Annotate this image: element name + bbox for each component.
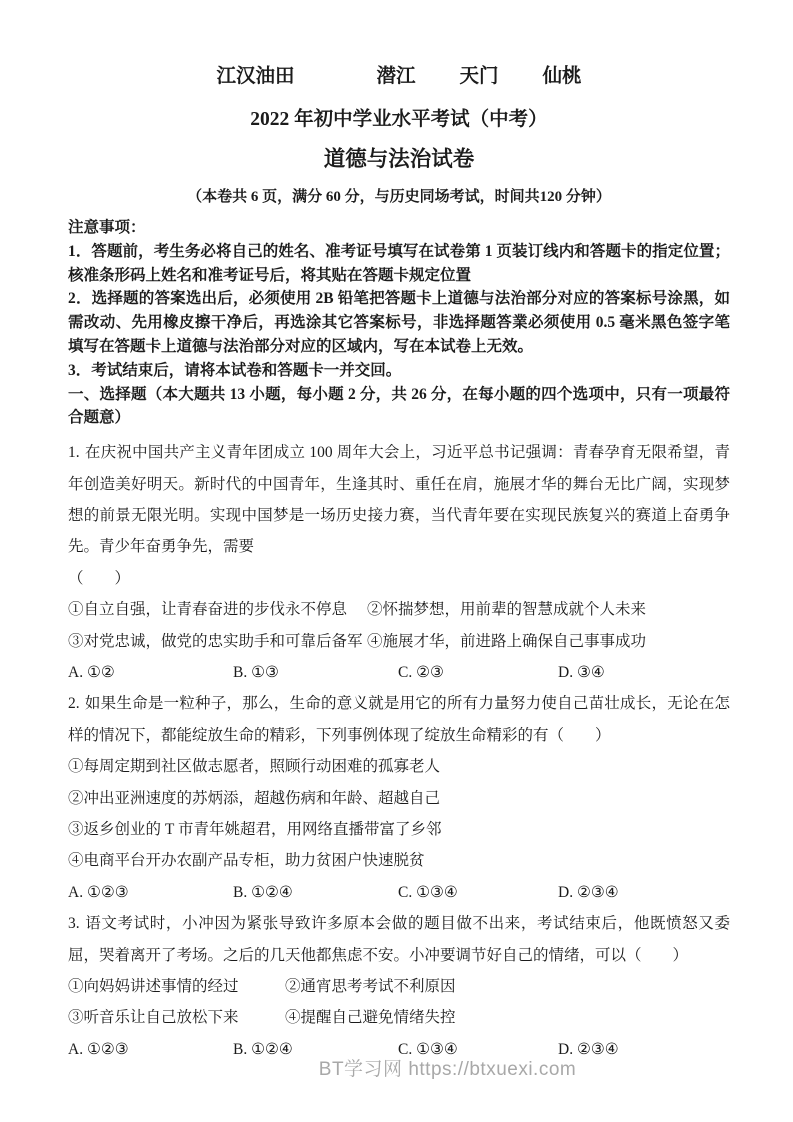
question-1-stem: 在庆祝中国共产主义青年团成立 100 周年大会上，习近平总书记强调：青春孕育无限希望，青年创造美好明天。新时代的中国青年，生逢其时、重任在肩，施展才华的舞台无比广阔，实现梦想的前景无限光明。实现中国梦是一场历史接力赛，当代青年要在实现民族复兴的赛道上奋勇争先。青少年奋勇争先，需要 — [68, 444, 730, 556]
question-3-statements — [68, 971, 730, 1034]
question-3-stem: 语文考试时，小冲因为紧张导致许多原本会做的题目做不出来，考试结束后，他既愤怒又委屈，哭着离开了考场。之后的几天他都焦虑不安。小冲要调节好自己的情绪，可以（ ） — [68, 915, 730, 964]
statement-item: ③听音乐让自己放松下来 — [68, 1009, 239, 1027]
statement-item: ①每周定期到社区做志愿者，照顾行动困难的孤寡老人 — [68, 758, 441, 776]
statement-item: ④电商平台开办农副产品专柜，助力贫困户快速脱贫 — [68, 852, 425, 870]
question-1-statements — [68, 594, 730, 657]
option-b: B. ①②④ — [233, 883, 293, 901]
notice-item-3: 3．考试结束后，请将本试卷和答题卡一并交回。 — [68, 361, 402, 379]
question-2 — [68, 688, 730, 908]
question-1-text — [68, 437, 730, 563]
statement-item: ④施展才华，前进路上确保自己事事成功 — [367, 632, 647, 650]
region-name-xiantao: 仙桃 — [542, 66, 582, 87]
option-a: A. ①② — [68, 664, 115, 682]
option-a: A. ①②③ — [68, 1040, 129, 1058]
question-2-text — [68, 688, 730, 751]
option-c: C. ①③④ — [398, 883, 458, 901]
paper-info-line: （本卷共 6 页，满分 60 分，与历史同场考试，时间共120 分钟） — [187, 189, 611, 205]
statement-item: ②通宵思考考试不利原因 — [285, 978, 456, 996]
option-d: D. ②③④ — [558, 883, 619, 901]
statement-item: ②冲出亚洲速度的苏炳添，超越伤病和年龄、超越自己 — [68, 789, 441, 807]
statement-item: ①自立自强，让青春奋进的步伐永不停息 — [68, 601, 348, 619]
question-2-number: 2. — [68, 695, 80, 713]
option-a: A. ①②③ — [68, 883, 129, 901]
statement-item: ②怀揣梦想，用前辈的智慧成就个人未来 — [367, 601, 647, 619]
paper-title: 道德与法治试卷 — [323, 147, 475, 171]
footer-site-link[interactable]: BT学习网 https://btxuexi.com — [318, 1059, 577, 1080]
region-name-tianmen: 天门 — [459, 66, 499, 87]
statement-item: ④提醒自己避免情绪失控 — [285, 1009, 456, 1027]
paper-header — [68, 64, 730, 208]
question-2-options — [68, 877, 730, 908]
notice-item-2: 2．选择题的答案选出后，必须使用 2B 铅笔把答题卡上道德与法治部分对应的答案标号涂黑，如需改动、先用橡皮擦干净后，再选涂其它答案标号，非选择题答業必须使用 0.5 毫米黑色签字笔填写在答题卡上道德与法治部分对应的区域内，写在本试卷上无效。 — [68, 290, 730, 355]
question-2-stem: 如果生命是一粒种子，那么，生命的意义就是用它的所有力量努力使自己苗壮成长，无论在怎样的情况下，都能绽放生命的精彩，下列事例体现了绽放生命精彩的有（ ） — [68, 695, 730, 744]
region-line — [68, 64, 730, 90]
question-3-number: 3. — [68, 915, 80, 933]
notice-item-1: 1．答题前，考生务必将自己的姓名、准考证号填写在试卷第 1 页装订线内和答题卡的指定位置；核准条形码上姓名和准考证号后，将其贴在答题卡规定位置 — [68, 242, 730, 284]
section-heading-multiple-choice: 一、选择题（本大题共 13 小题，每小题 2 分，共 26 分，在每小题的四个选项中，只有一项最符合题意） — [68, 385, 730, 427]
notice-section — [68, 216, 730, 383]
question-1 — [68, 437, 730, 688]
footer-watermark — [0, 1057, 793, 1083]
statement-item: ③对党忠诚，做党的忠实助手和可靠后备军 — [68, 632, 363, 650]
question-3 — [68, 908, 730, 1065]
option-c: C. ①③④ — [398, 1040, 458, 1058]
questions-block — [68, 437, 730, 1065]
option-b: B. ①③ — [233, 664, 279, 682]
option-b: B. ①②④ — [233, 1040, 293, 1058]
notice-title: 注意事项： — [68, 219, 146, 236]
question-1-number: 1. — [68, 444, 80, 462]
exam-title: 2022 年初中学业水平考试（中考） — [250, 109, 548, 130]
option-d: D. ②③④ — [558, 1040, 619, 1058]
question-2-statements — [68, 751, 730, 877]
statement-item: ③返乡创业的 T 市青年姚超君，用网络直播带富了乡邻 — [68, 821, 442, 839]
option-d: D. ③④ — [558, 664, 605, 682]
question-3-text — [68, 908, 730, 971]
option-c: C. ②③ — [398, 664, 444, 682]
region-name-jianghan-youtian: 江汉油田 — [216, 66, 295, 87]
region-name-qianjiang: 潜江 — [376, 66, 416, 87]
question-1-answer-bracket: （ ） — [68, 569, 131, 587]
statement-item: ①向妈妈讲述事情的经过 — [68, 978, 239, 996]
question-1-options — [68, 657, 730, 688]
